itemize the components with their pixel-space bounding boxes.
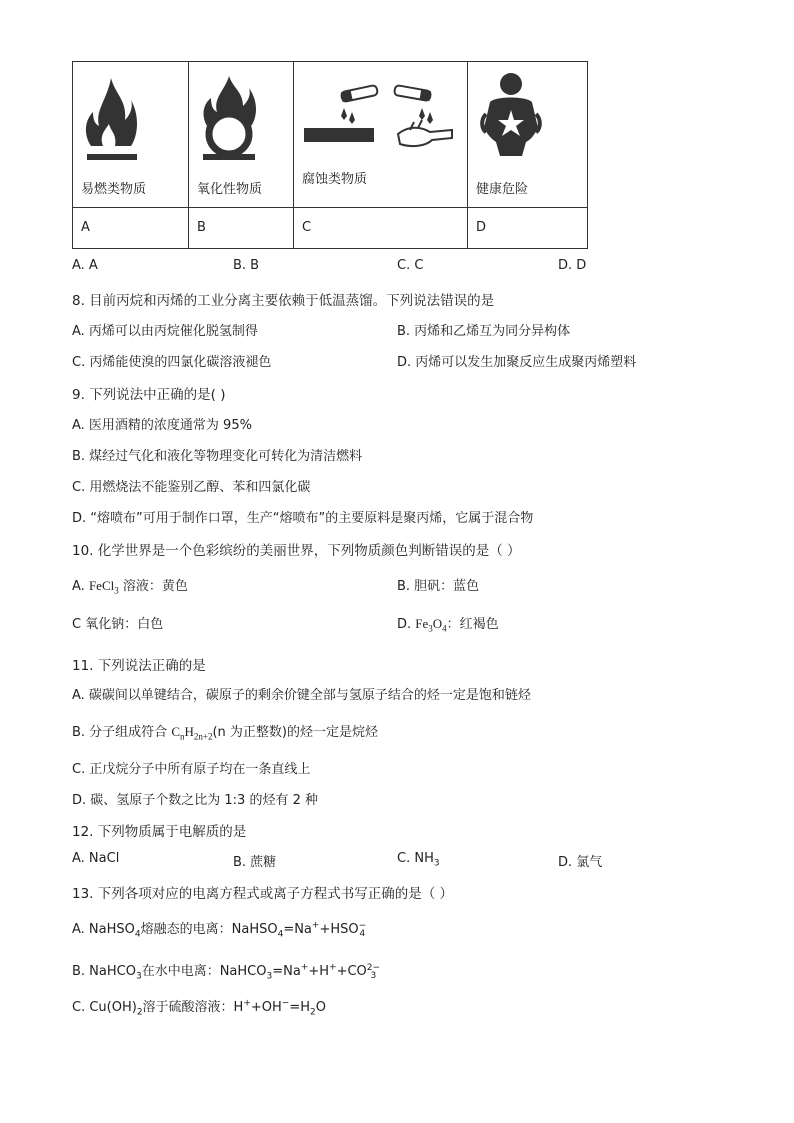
cell-letter: D xyxy=(468,208,588,249)
q7-option-a[interactable]: A. A xyxy=(72,258,98,273)
corrosion-icon xyxy=(302,82,458,162)
q12-option-a[interactable]: A. NaCl xyxy=(72,851,120,866)
q10-stem: 10. 化学世界是一个色彩缤纷的美丽世界，下列物质颜色判断错误的是（ ） xyxy=(72,543,521,559)
q13-option-b[interactable]: B. NaHCO$_3$在水中电离：NaHCO$_3$=Na++H++CO2− 3 xyxy=(72,962,381,982)
q12-option-b[interactable]: B. 蔗糖 xyxy=(233,855,277,870)
q9-option-a[interactable]: A. 医用酒精的浓度通常为 95% xyxy=(72,418,252,433)
q12-option-d[interactable]: D. 氯气 xyxy=(558,855,603,870)
cell-letter: C xyxy=(294,208,468,249)
q9-stem: 9. 下列说法中正确的是( ) xyxy=(72,387,226,403)
q13-stem: 13. 下列各项对应的电离方程式或离子方程式书写正确的是（ ） xyxy=(72,886,454,902)
q8-option-d[interactable]: D. 丙烯可以发生加聚反应生成聚丙烯塑料 xyxy=(397,355,637,370)
cell-letter: B xyxy=(189,208,294,249)
q10-option-d[interactable]: D. $Fe_3O_4$：红褐色 xyxy=(397,616,499,634)
q9-option-b[interactable]: B. 煤经过气化和液化等物理变化可转化为清洁燃料 xyxy=(72,449,363,464)
q8-option-c[interactable]: C. 丙烯能使溴的四氯化碳溶液褪色 xyxy=(72,355,272,370)
hazard-table xyxy=(72,61,588,249)
q12-option-c[interactable]: C. $NH_3$ xyxy=(397,851,440,869)
q13-option-a[interactable]: A. NaHSO$_4$熔融态的电离：NaHSO$_4$=Na++HSO− 4 xyxy=(72,920,367,940)
q9-option-c[interactable]: C. 用燃烧法不能鉴别乙醇、苯和四氯化碳 xyxy=(72,480,311,495)
health-hazard-icon xyxy=(476,70,546,160)
flame-over-circle-icon xyxy=(197,74,261,164)
q10-option-c[interactable]: C 氧化钠：白色 xyxy=(72,617,164,632)
q10-option-b[interactable]: B. 胆矾：蓝色 xyxy=(397,579,480,594)
q10-option-a[interactable]: A. FeCl$_3$ 溶液：黄色 xyxy=(72,578,188,596)
q7-option-b[interactable]: B. B xyxy=(233,258,260,273)
hazard-label: 健康危险 xyxy=(476,182,529,197)
q11-stem: 11. 下列说法正确的是 xyxy=(72,658,206,674)
q12-stem: 12. 下列物质属于电解质的是 xyxy=(72,824,247,840)
q8-stem: 8. 目前丙烷和丙烯的工业分离主要依赖于低温蒸馏。下列说法错误的是 xyxy=(72,293,495,309)
q13-option-c[interactable]: C. $Cu(OH)_2$溶于硫酸溶液：$H^++OH^-=H_2O$ xyxy=(72,998,326,1018)
q11-option-a[interactable]: A. 碳碳间以单键结合，碳原子的剩余价键全部与氢原子结合的烃一定是饱和链烃 xyxy=(72,688,531,703)
q11-option-d[interactable]: D. 碳、氢原子个数之比为 1:3 的烃有 2 种 xyxy=(72,793,318,808)
q11-option-b[interactable]: B. 分子组成符合 $C_nH_{2n+2}(n$ 为正整数)的烃一定是烷烃 xyxy=(72,724,378,742)
cell-flammable xyxy=(73,62,189,208)
cell-oxidizer xyxy=(189,62,294,208)
q7-option-c[interactable]: C. C xyxy=(397,258,424,273)
q7-option-d[interactable]: D. D xyxy=(558,258,587,273)
q8-option-b[interactable]: B. 丙烯和乙烯互为同分异构体 xyxy=(397,324,571,339)
hazard-label: 腐蚀类物质 xyxy=(302,172,368,187)
cell-health-hazard xyxy=(468,62,588,208)
hazard-label: 氧化性物质 xyxy=(197,182,263,197)
cell-corrosive xyxy=(294,62,468,208)
q11-option-c[interactable]: C. 正戊烷分子中所有原子均在一条直线上 xyxy=(72,762,311,777)
cell-letter: A xyxy=(73,208,189,249)
flame-icon xyxy=(81,76,141,166)
q8-option-a[interactable]: A. 丙烯可以由丙烷催化脱氢制得 xyxy=(72,324,258,339)
hazard-label: 易燃类物质 xyxy=(81,182,147,197)
q9-option-d[interactable]: D. “熔喷布”可用于制作口罩，生产“熔喷布”的主要原料是聚丙烯，它属于混合物 xyxy=(72,511,534,526)
